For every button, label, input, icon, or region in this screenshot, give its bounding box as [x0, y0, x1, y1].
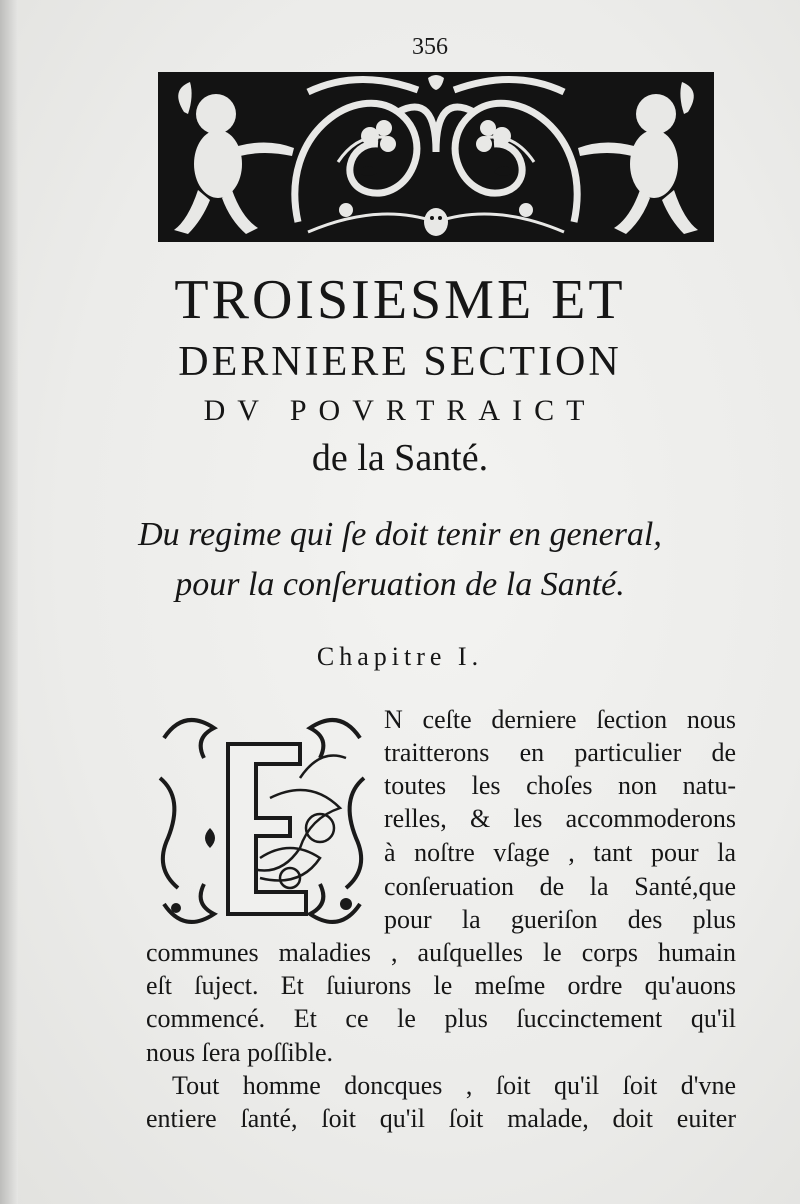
subtitle-line-1: Du regime qui ſe doit tenir en general, — [138, 516, 662, 553]
body-line-11: nous ſera poſſible. — [146, 1038, 334, 1067]
chapter-heading: Chapitre I. — [316, 642, 484, 671]
initial-letter-shape — [228, 744, 306, 914]
woodcut-headpiece-ornament — [158, 72, 714, 242]
body-line-8: communes maladies , auſquelles le corps humain — [146, 938, 736, 967]
body-line-7: pour la gueriſon des plus — [384, 905, 736, 934]
title-line-1: TROISIESME ET — [174, 269, 626, 331]
page-number: 356 — [412, 34, 448, 60]
body-line-12: Tout homme doncques , ſoit qu'il ſoit d'vne — [172, 1071, 736, 1100]
title-line-4: de la Santé. — [311, 437, 489, 479]
body-line-10: commencé. Et ce le plus ſuccinctement qu'il — [146, 1004, 736, 1033]
body-line-1: N ceſte derniere ſection nous — [384, 705, 736, 734]
subtitle-line-2: pour la conſeruation de la Santé. — [175, 566, 625, 603]
body-line-4: relles, & les accommoderons — [384, 804, 736, 833]
body-line-2: traitterons en particulier de — [384, 738, 736, 767]
decorated-initial — [150, 708, 374, 930]
title-line-3: DV POVRTRAICT — [203, 394, 597, 427]
body-line-13: entiere ſanté, ſoit qu'il ſoit malade, doit euiter — [146, 1104, 736, 1133]
body-line-6: conſeruation de la Santé,que — [384, 872, 736, 901]
center-mask — [424, 208, 448, 236]
body-line-9: eſt ſuject. Et ſuiurons le meſme ordre qu'auons — [146, 971, 736, 1000]
body-line-3: toutes les choſes non natu- — [384, 771, 736, 800]
body-line-5: à noſtre vſage , tant pour la — [384, 838, 736, 867]
title-line-2: DERNIERE SECTION — [178, 339, 622, 385]
